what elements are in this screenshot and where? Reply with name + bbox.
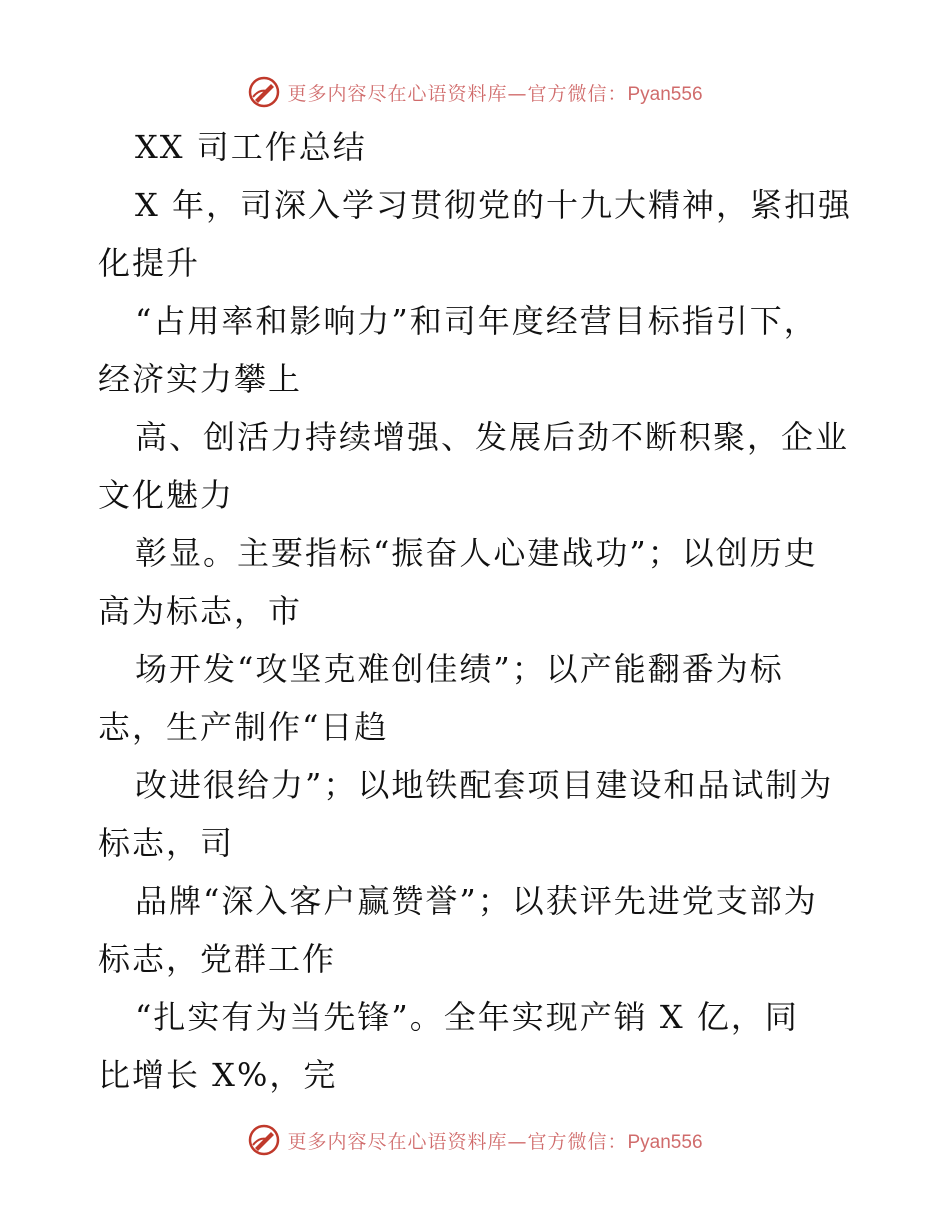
text-line: 彰显。主要指标“振奋人心建战功”；以创历史 xyxy=(135,534,818,572)
text-line: “扎实有为当先锋”。全年实现产销 X 亿，同 xyxy=(135,998,799,1036)
footer-watermark xyxy=(0,1120,950,1160)
header-watermark xyxy=(0,72,950,112)
document-body xyxy=(98,118,858,1104)
watermark-text: 更多内容尽在心语资料库—官方微信：Pyan556 xyxy=(287,1130,703,1153)
watermark-text: 更多内容尽在心语资料库—官方微信：Pyan556 xyxy=(287,82,703,105)
text-line: 化提升 xyxy=(98,244,201,282)
text-line: 品牌“深入客户赢赞誉”；以获评先进党支部为 xyxy=(135,882,818,920)
pen-seal-logo-icon xyxy=(247,1123,281,1157)
text-line: X 年，司深入学习贯彻党的十九大精神，紧扣强 xyxy=(135,186,852,224)
text-line: 场开发“攻坚克难创佳绩”；以产能翻番为标 xyxy=(135,650,784,688)
document-title: XX 司工作总结 xyxy=(135,128,367,166)
pen-seal-logo-icon xyxy=(247,75,281,109)
text-line: 改进很给力”；以地铁配套项目建设和品试制为 xyxy=(135,766,834,804)
text-line: 标志，司 xyxy=(98,824,235,862)
text-line: 高为标志，市 xyxy=(98,592,303,630)
text-line: 经济实力攀上 xyxy=(98,360,303,398)
text-line: 文化魅力 xyxy=(98,476,235,514)
text-line: 标志，党群工作 xyxy=(98,940,337,978)
text-line: 志，生产制作“日趋 xyxy=(98,708,389,746)
text-line: 高、创活力持续增强、发展后劲不断积聚，企业 xyxy=(135,418,850,456)
text-line: 比增长 X%，完 xyxy=(98,1056,338,1094)
text-line: “占用率和影响力”和司年度经营目标指引下， xyxy=(135,302,818,340)
